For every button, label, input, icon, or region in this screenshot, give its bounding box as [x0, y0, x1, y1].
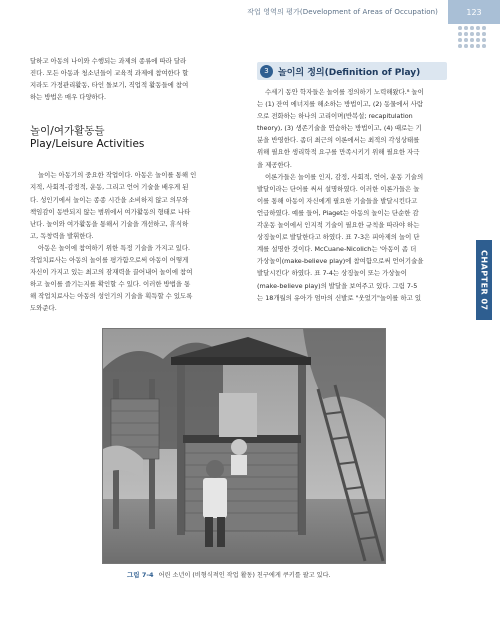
page-header: [0, 0, 500, 24]
left-column: [30, 55, 238, 315]
figure-label: 그림 7-4: [127, 571, 154, 579]
decorative-dot-grid: [458, 26, 488, 50]
definition-of-play-heading: [257, 62, 447, 80]
chapter-tab-label: CHAPTER 07: [479, 249, 489, 311]
play-paragraph-1: 놀이는 아동기의 중요한 작업이다. 아동은 놀이를 통해 인 지적, 사회적-감정적, 운동, 그리고 언어 기술을 배우게 된 다. 성인기에서 놀이는 종종 시간을 소비하지 않고 의무와 책임감이 동반되지 않는 범위에서 여가활동의 형태로 나타 난다. 놀이와 여가활동을 통해서 기술을 개선하고, 휴식하 고, 독창력을 발휘한다.: [30, 171, 197, 240]
playhouse-photo: [102, 328, 386, 564]
running-header-title: 작업 영역의 평가(Development of Areas of Occupation): [247, 8, 438, 16]
section-title-korean: 놀이/여가활동들: [30, 125, 105, 138]
section-title-english: Play/Leisure Activities: [30, 138, 145, 151]
figure-caption: [127, 570, 331, 579]
right-column: [257, 62, 447, 304]
figure-caption-text: 어린 소년이 (비형식적인 작업 활동) 친구에게 쿠키를 팔고 있다.: [158, 572, 331, 579]
page-number: 123: [466, 7, 482, 17]
definition-paragraph-1: 수세기 동안 학자들은 놀이를 정의하기 노력해왔다.⁸ 놀이 는 (1) 잔여 에너지를 해소하는 방법이고, (2) 동물에서 사람 으로 전화하는 하나의 고리이며(반복설; recapitulation theory), (3) 생존기술을 연습하는 방법이고, (4) 때로는 기 분을 반영한다. 좀더 최근의 이론에서는 최적의 각성상태를 위해 필요한 생리학적 요구를 만족시키기 위해 필요한 자극 을 제공한다.: [257, 88, 424, 169]
definition-section-title: 놀이의 정의(Definition of Play): [278, 67, 421, 78]
page-number-tab: [448, 0, 500, 24]
chapter-tab: [476, 240, 492, 320]
section-number-badge: 3: [260, 65, 273, 78]
play-paragraph-2: 아동은 놀이에 참여하기 위한 특정 기술을 가지고 있다. 작업치료사는 아동의 놀이를 평가함으로써 아동이 어떻게 자신이 가지고 있는 최고의 잠재력을 끌어내어 놀이에 참여 하고 놀이를 즐기는지를 확인할 수 있다. 이러한 방법을 통 해 작업치료사는 아동의 성인기의 기술을 획득할 수 있도록 도와준다.: [30, 243, 193, 313]
definition-paragraph-2: 이론가들은 놀이를 인지, 감정, 사회적, 언어, 운동 기술의 발달이라는 단어를 써서 설명하였다. 이러한 이론가들은 놀 이를 통해 아동이 자신에게 필요한 기술들을 발달시킨다고 언급하였다. 예를 들어, Piaget는 아동의 놀이는 단순한 감 각운동 놀이에서 인지적 기술이 필요한 규칙을 따라야 하는 상징놀이로 발달한다고 하였다. 표 7-3은 피아제의 놀이 단 계를 설명한 것이다. McCuane-Nicolich는 '아동이 좀 더 가상놀이(make-believe play)에 참여함으로써 언어기술을 발달시킨다' 하였다. 표 7-4는 상징놀이 또는 가상놀이 (make-believe play)의 발달을 보여주고 있다. 그림 7-5 는 18개월의 유아가 엄마의 신발로 "웃었기"놀이를 하고 있: [257, 172, 424, 302]
play-leisure-heading: [30, 125, 238, 151]
intro-paragraph: 달하고 아동의 나이와 수행되는 과제의 종류에 따라 달라 진다. 모든 아동과 청소년들이 교육적 과제에 참여한다 할 지라도 가정관리활동, 타인 돌보기, 직업적 활동들에 참여 하는 방법은 매우 다양하다.: [30, 57, 189, 102]
